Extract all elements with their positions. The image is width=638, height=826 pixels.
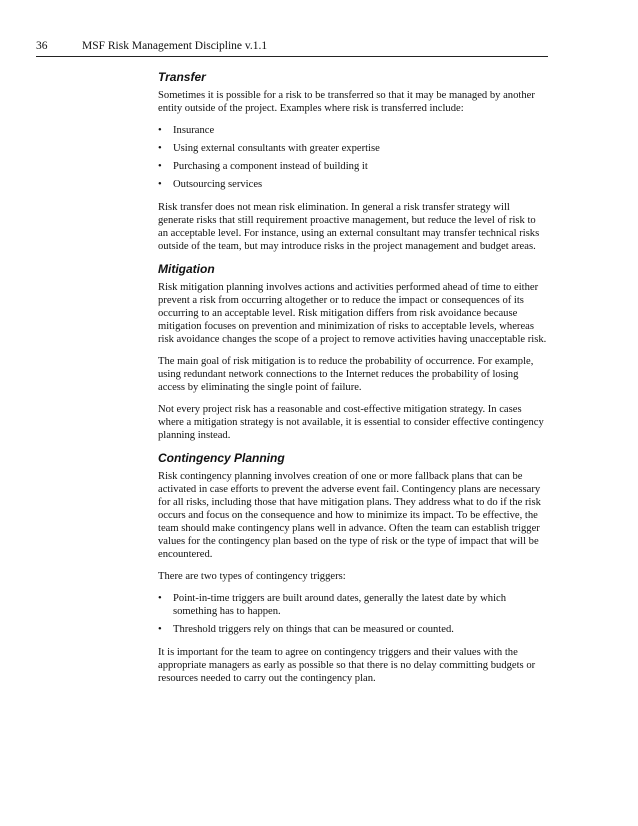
list-item: • Point-in-time triggers are built around dates, generally the latest date by which something has to happen. xyxy=(158,592,548,618)
list-item: • Threshold triggers rely on things that can be measured or counted. xyxy=(158,623,548,636)
transfer-heading: Transfer xyxy=(158,70,206,84)
contingency-heading: Contingency Planning xyxy=(158,451,285,465)
page-number: 36 xyxy=(36,40,48,52)
contingency-paragraph: Risk contingency planning involves creation of one or more fallback plans that can be activated in case efforts to prevent the adverse event fail. Contingency plans are necessary for all risks, including those that have mitigation plans. They address what to do if the risk occurs and focus on the consequence and how to minimize its impact. To be effective, the team should make contingency plans well in advance. Often the team can establish trigger values for the contingency plan based on the type of risk or the type of impact that will be encountered. xyxy=(158,471,541,560)
transfer-section xyxy=(158,70,548,253)
mitigation-heading: Mitigation xyxy=(158,262,215,276)
contingency-closing: It is important for the team to agree on contingency triggers and their values with the appropriate managers as early as possible so that there is no delay committing budgets or resources needed to carry out the contingency plan. xyxy=(158,647,536,684)
transfer-bullet-list xyxy=(158,124,548,191)
page-content xyxy=(158,70,548,694)
list-item: • Using external consultants with greater expertise xyxy=(158,142,548,155)
list-item: • Purchasing a component instead of building it xyxy=(158,160,548,173)
mitigation-paragraph: Not every project risk has a reasonable and cost-effective mitigation strategy. In cases where a mitigation strategy is not available, it is essential to consider effective contingency planning instead. xyxy=(158,404,544,441)
transfer-intro: Sometimes it is possible for a risk to be transferred so that it may be managed by another entity outside of the project. Examples where risk is transferred include: xyxy=(158,90,535,114)
contingency-paragraph: There are two types of contingency triggers: xyxy=(158,571,346,582)
mitigation-section xyxy=(158,262,548,442)
list-item: • Insurance xyxy=(158,124,548,137)
transfer-body: Risk transfer does not mean risk elimination. In general a risk transfer strategy will generate risks that still requirement proactive management, but reduce the level of risk to an acceptable level. For instance, using an external consultant may transfer technical risks outside of the team, but may introduce risks in the project management and budget areas. xyxy=(158,202,540,252)
mitigation-paragraph: Risk mitigation planning involves actions and activities performed ahead of time to either prevent a risk from occurring altogether or to reduce the impact or consequences of its occurring to an acceptable level. Risk mitigation differs from risk avoidance because mitigation focuses on prevention and minimization of risks to acceptable levels, whereas risk avoidance changes the scope of a project to remove activities having unacceptable risk. xyxy=(158,282,547,345)
contingency-section xyxy=(158,451,548,685)
page-header xyxy=(36,38,548,57)
list-item: • Outsourcing services xyxy=(158,178,548,191)
running-title: MSF Risk Management Discipline v.1.1 xyxy=(82,40,268,52)
mitigation-paragraph: The main goal of risk mitigation is to reduce the probability of occurrence. For example, using redundant network connections to the Internet reduces the probability of losing access by eliminating the single point of failure. xyxy=(158,356,534,393)
contingency-bullet-list xyxy=(158,592,548,636)
